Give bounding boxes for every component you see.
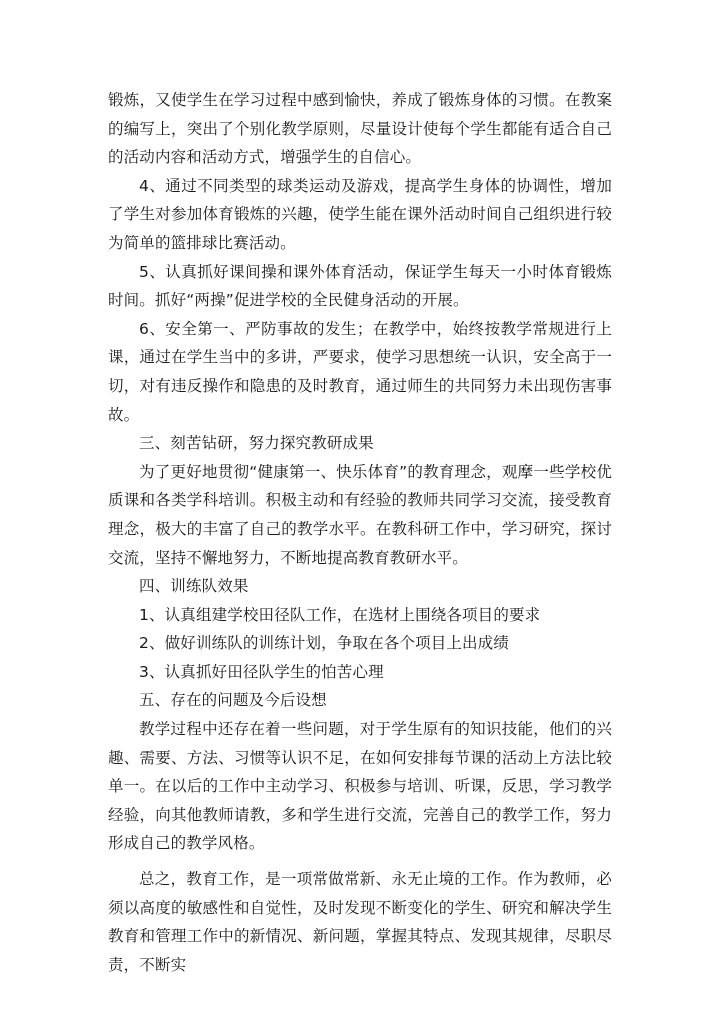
list-item-2: 2、做好训练队的训练计划，争取在各个项目上出成绩 bbox=[139, 634, 509, 653]
paragraph-research: 为了更好地贯彻“健康第一、快乐体育”的教育理念，观摩一些学校优质课和各类学科培训。积极主动和有经验的教师共同学习交流，接受教育理念，极大的丰富了自己的教学水平。在教科研工作中，学习研究，探讨交流，坚持不懈地努力，不断地提高教育教研水平。 bbox=[108, 462, 612, 567]
list-item-1: 1、认真组建学校田径队工作，在选材上围绕各项目的要求 bbox=[139, 605, 541, 624]
paragraph-summary: 总之，教育工作，是一项常做常新、永无止境的工作。作为教师，必须以高度的敏感性和自觉性，及时发现不断变化的学生、研究和解决学生教育和管理工作中的新情况、新问题，掌握其特点、发现其规律，尽职尽责，不断实 bbox=[108, 870, 612, 974]
paragraph-item-4: 4、通过不同类型的球类运动及游戏，提高学生身体的协调性，增加了学生对参加体育锻炼的兴趣，使学生能在课外活动时间自己组织进行较为简单的篮排球比赛活动。 bbox=[108, 176, 612, 252]
document-body bbox=[108, 86, 612, 979]
paragraph-item-6: 6、安全第一、严防事故的发生；在教学中，始终按教学常规进行上课，通过在学生当中的多讲，严要求，使学习思想统一认识，安全高于一切，对有违反操作和隐患的及时教育，通过师生的共同努力未出现伤害事故。 bbox=[108, 319, 612, 424]
section-heading-3: 三、刻苦钻研，努力探究教研成果 bbox=[139, 434, 374, 453]
paragraph-item-5: 5、认真抓好课间操和课外体育活动，保证学生每天一小时体育锻炼时间。抓好“两操”促进学校的全民健身活动的开展。 bbox=[108, 262, 612, 310]
section-heading-5: 五、存在的问题及今后设想 bbox=[139, 691, 327, 710]
paragraph-continuation: 锻炼，又使学生在学习过程中感到愉快，养成了锻炼身体的习惯。在教案的编写上，突出了个别化教学原则，尽量设计使每个学生都能有适合自己的活动内容和活动方式，增强学生的自信心。 bbox=[108, 91, 612, 167]
section-heading-4: 四、训练队效果 bbox=[139, 577, 249, 596]
paragraph-problems: 教学过程中还存在着一些问题，对于学生原有的知识技能，他们的兴趣、需要、方法、习惯等认识不足，在如何安排每节课的活动上方法比较单一。在以后的工作中主动学习、积极参与培训、听课，反思，学习教学经验，向其他教师请教，多和学生进行交流，完善自己的教学工作，努力形成自己的教学风格。 bbox=[108, 720, 612, 853]
list-item-3: 3、认真抓好田径队学生的怕苦心理 bbox=[139, 662, 384, 681]
